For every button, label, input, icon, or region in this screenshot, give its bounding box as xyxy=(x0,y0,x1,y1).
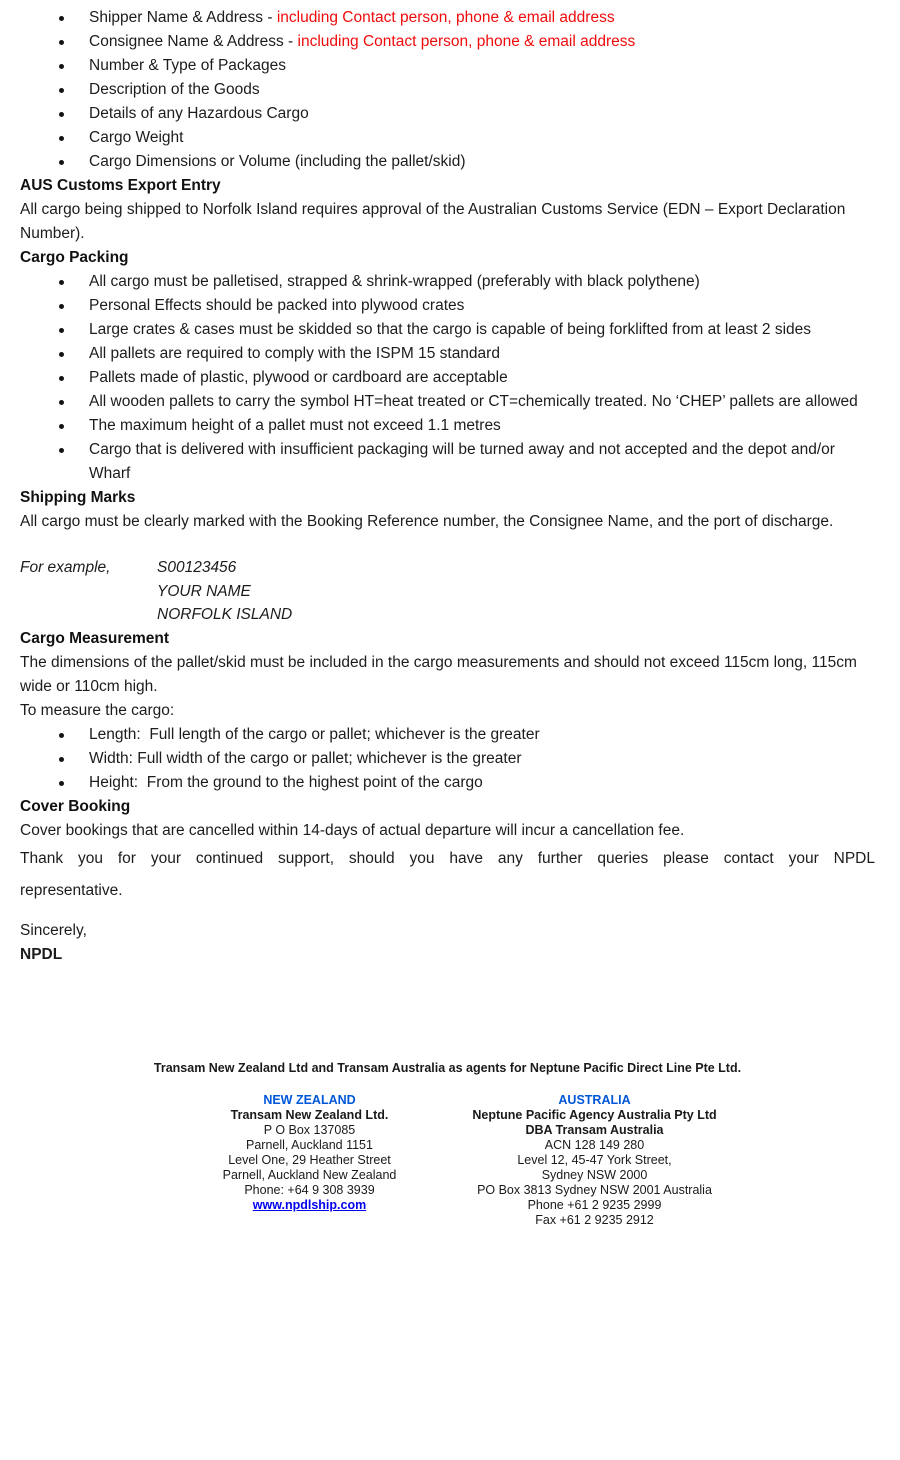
nz-address-line: Level One, 29 Heather Street xyxy=(228,1152,391,1167)
au-heading: AUSTRALIA xyxy=(558,1092,631,1107)
nz-website xyxy=(167,1198,452,1213)
example-line: S00123456 xyxy=(157,559,237,576)
footer-columns xyxy=(167,1093,737,1228)
section-heading-customs: AUS Customs Export Entry xyxy=(20,177,221,194)
required-detail-item xyxy=(20,54,875,78)
website-link[interactable]: www.npdlship.com xyxy=(252,1197,367,1212)
section-heading-cover-booking: Cover Booking xyxy=(20,797,131,815)
packing-rule-item: All pallets are required to comply with the ISPM 15 standard xyxy=(20,342,875,366)
measurement-intro: To measure the cargo: xyxy=(20,701,175,719)
nz-heading: NEW ZEALAND xyxy=(263,1092,356,1107)
measurement-list xyxy=(20,723,875,795)
example-line: YOUR NAME xyxy=(157,582,251,600)
au-address-line: Sydney NSW 2000 xyxy=(541,1167,648,1182)
thanks-paragraph xyxy=(20,843,875,907)
sincerely-text: Sincerely, xyxy=(20,921,87,939)
nz-address-line: P O Box 137085 xyxy=(263,1122,356,1137)
packing-rule-item: Large crates & cases must be skidded so that the cargo is capable of being forklifted from at least 2 sides xyxy=(20,318,875,342)
packing-rule-item: The maximum height of a pallet must not exceed 1.1 metres xyxy=(20,414,875,438)
measurement-item: Width: Full width of the cargo or pallet; whichever is the greater xyxy=(20,747,875,771)
closing-block xyxy=(20,919,875,967)
au-address-line: ACN 128 149 280 xyxy=(544,1137,645,1152)
thanks-line-2: representative. xyxy=(20,881,123,899)
signature-text: NPDL xyxy=(20,945,63,963)
packing-rule-item: Pallets made of plastic, plywood or cardboard are acceptable xyxy=(20,366,875,390)
packing-rule-item: Personal Effects should be packed into plywood crates xyxy=(20,294,875,318)
au-address-line: PO Box 3813 Sydney NSW 2001 Australia xyxy=(477,1182,712,1197)
au-address-line: Level 12, 45-47 York Street, xyxy=(517,1152,672,1167)
detail-text: Shipper Name & Address - xyxy=(89,9,277,26)
footer-column-new-zealand xyxy=(167,1093,452,1228)
shipping-mark-example xyxy=(20,556,875,627)
required-detail-item xyxy=(20,30,875,54)
section-heading-measurement: Cargo Measurement xyxy=(20,629,170,647)
packing-rules-list xyxy=(20,270,875,486)
section-heading-shipping-marks: Shipping Marks xyxy=(20,489,136,506)
au-address-line: Phone +61 2 9235 2999 xyxy=(527,1197,662,1212)
footer xyxy=(20,1059,875,1228)
packing-rule-item: All wooden pallets to carry the symbol HT=heat treated or CT=chemically treated. No ‘CHEP’ pallets are allowed xyxy=(20,390,875,414)
example-line: NORFOLK ISLAND xyxy=(157,606,293,623)
required-detail-item xyxy=(20,102,875,126)
au-company-dba: DBA Transam Australia xyxy=(525,1122,664,1137)
required-detail-item xyxy=(20,6,875,30)
detail-text: Details of any Hazardous Cargo xyxy=(89,105,309,122)
nz-address-line: Phone: +64 9 308 3939 xyxy=(244,1182,375,1197)
shipping-marks-paragraph: All cargo must be clearly marked with the Booking Reference number, the Consignee Name, and the port of discharge. xyxy=(20,513,834,530)
detail-text: Number & Type of Packages xyxy=(89,57,287,74)
au-address-line: Fax +61 2 9235 2912 xyxy=(535,1212,654,1227)
agents-statement: Transam New Zealand Ltd and Transam Australia as agents for Neptune Pacific Direct Line Pte Ltd. xyxy=(153,1060,742,1075)
au-company: Neptune Pacific Agency Australia Pty Ltd xyxy=(472,1107,717,1122)
cover-booking-paragraph: Cover bookings that are cancelled within 14-days of actual departure will incur a cancellation fee. xyxy=(20,821,685,839)
nz-address-lines xyxy=(167,1123,452,1198)
example-values xyxy=(157,556,292,627)
customs-paragraph: All cargo being shipped to Norfolk Island requires approval of the Australian Customs Service (EDN – Export Declaration Number). xyxy=(20,201,846,242)
detail-text: Consignee Name & Address - xyxy=(89,33,298,50)
detail-red-note: including Contact person, phone & email address xyxy=(276,9,615,26)
required-detail-item xyxy=(20,126,875,150)
measurement-item: Height: From the ground to the highest point of the cargo xyxy=(20,771,875,795)
thanks-line-1: Thank you for your continued support, should you have any further queries please contact your NPDL xyxy=(20,849,875,867)
measurement-item: Length: Full length of the cargo or pallet; whichever is the greater xyxy=(20,723,875,747)
required-detail-item xyxy=(20,78,875,102)
detail-text: Cargo Dimensions or Volume (including the pallet/skid) xyxy=(89,153,466,170)
nz-company: Transam New Zealand Ltd. xyxy=(230,1107,389,1122)
au-address-lines xyxy=(452,1138,737,1228)
packing-rule-item: Cargo that is delivered with insufficient packaging will be turned away and not accepted and the depot and/or Wharf xyxy=(20,438,875,486)
example-label: For example, xyxy=(20,559,111,576)
packing-rule-item: All cargo must be palletised, strapped & shrink-wrapped (preferably with black polythene) xyxy=(20,270,875,294)
nz-address-line: Parnell, Auckland New Zealand xyxy=(222,1167,397,1182)
section-heading-packing: Cargo Packing xyxy=(20,249,129,266)
footer-column-australia xyxy=(452,1093,737,1228)
detail-red-note: including Contact person, phone & email address xyxy=(297,33,636,50)
detail-text: Cargo Weight xyxy=(89,129,184,146)
detail-text: Description of the Goods xyxy=(89,81,260,98)
nz-address-line: Parnell, Auckland 1151 xyxy=(246,1137,373,1152)
required-detail-item xyxy=(20,150,875,174)
required-details-list xyxy=(20,6,875,174)
measurement-paragraph: The dimensions of the pallet/skid must be included in the cargo measurements and should not exceed 115cm long, 115cm wide or 110cm high. xyxy=(20,653,857,695)
